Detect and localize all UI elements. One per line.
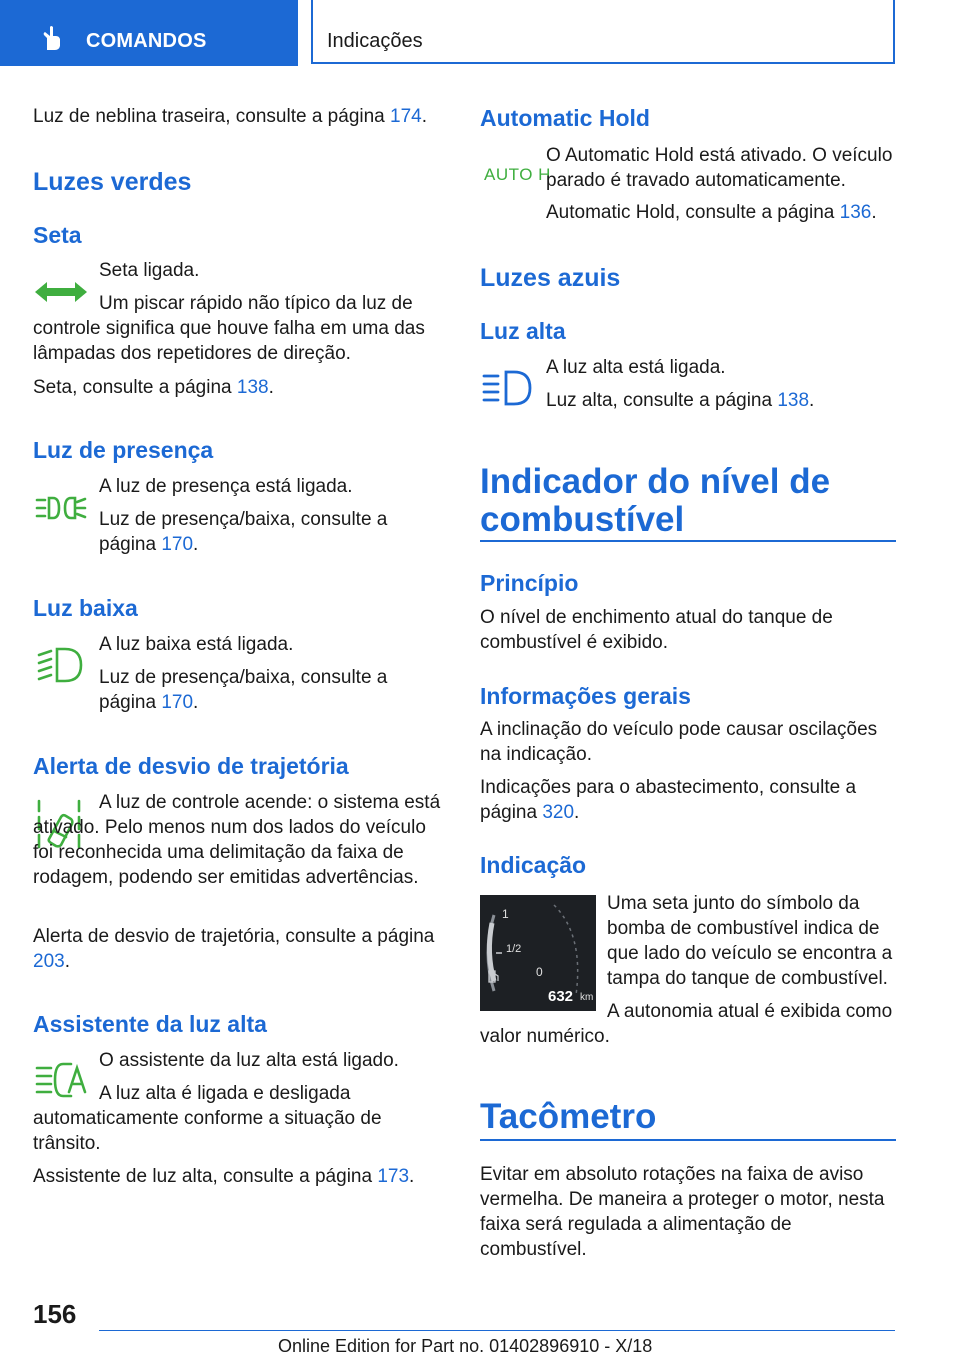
gauge-dial: [480, 895, 596, 1011]
page-link[interactable]: 170: [161, 692, 194, 713]
page-link[interactable]: 136: [839, 202, 872, 223]
gauge-half-label: 1/2: [506, 943, 522, 955]
alta-ref: Luz alta, consulte a página 138.: [546, 390, 815, 411]
green-lights-heading: Luzes verdes: [33, 168, 192, 196]
presenca-line1: A luz de presença está ligada.: [99, 476, 353, 497]
range-unit: km: [580, 992, 594, 1003]
page-link[interactable]: 138: [777, 390, 810, 411]
tachometer-text: Evitar em absoluto rotações na faixa de aviso vermelha. De maneira a proteger o motor, nesta faixa será regulada a alimentação de combustível.: [480, 1164, 885, 1260]
page-link[interactable]: 320: [542, 802, 575, 823]
page-link[interactable]: 138: [236, 377, 269, 398]
seta-ref: Seta, consulte a página 138.: [33, 377, 274, 398]
assist-heading: Assistente da luz alta: [33, 1011, 267, 1037]
assist-line2: A luz alta é ligada e desligada automaticamente conforme a situação de trânsito.: [33, 1083, 382, 1154]
hand-pointer-icon: [38, 24, 68, 54]
principio-text: O nível de enchimento atual do tanque de combustível é exibido.: [480, 607, 833, 653]
page-link[interactable]: 174: [390, 106, 422, 127]
assist-ref: Assistente de luz alta, consulte a página 173.: [33, 1166, 415, 1187]
page-number: 156: [33, 1299, 77, 1329]
assist-line1: O assistente da luz alta está ligado.: [99, 1050, 399, 1071]
gerais-text2: Indicações para o abastecimento, consulte a página 320.: [480, 777, 857, 823]
desvio-heading: Alerta de desvio de trajetória: [33, 753, 349, 779]
baixa-heading: Luz baixa: [33, 595, 138, 621]
indicacao-text1: Uma seta junto do símbolo da bomba de combustível indica de que lado do veículo se encontra a tampa do tanque de combustível.: [607, 893, 893, 989]
fuel-level-heading: Indicador do nível de combustível: [480, 462, 831, 539]
heading-rule: [480, 540, 896, 542]
heading-rule: [480, 1139, 896, 1141]
autohold-line1: O Automatic Hold está ativado. O veículo parado é travado automaticamente.: [546, 145, 893, 191]
edition-note: Online Edition for Part no. 01402896910 - X/18: [278, 1336, 653, 1356]
desvio-ref: Alerta de desvio de trajetória, consulte a página 203.: [33, 926, 435, 972]
presenca-ref: Luz de presença/baixa, consulte a página 170.: [99, 509, 388, 555]
gauge-empty-label: 0: [536, 965, 543, 979]
principio-heading: Princípio: [480, 570, 579, 596]
seta-line1: Seta ligada.: [99, 260, 200, 281]
indicacao-text2: A autonomia atual é exibida como valor numérico.: [480, 1001, 893, 1047]
baixa-ref: Luz de presença/baixa, consulte a página 170.: [99, 667, 388, 713]
gerais-heading: Informações gerais: [480, 683, 691, 709]
seta-line2: Um piscar rápido não típico da luz de controle significa que houve falha em uma das lâmpadas dos repetidores de direção.: [33, 293, 425, 364]
fuel-gauge-image: [480, 895, 596, 1011]
presenca-heading: Luz de presença: [33, 437, 214, 463]
intro-paragraph: Luz de neblina traseira, consulte a página 174.: [33, 106, 428, 127]
alta-heading: Luz alta: [480, 318, 566, 344]
section-title: COMANDOS: [86, 30, 207, 52]
tachometer-heading: Tacômetro: [480, 1097, 657, 1136]
footer-rule: [99, 1330, 895, 1331]
seta-heading: Seta: [33, 222, 82, 248]
autohold-heading: Automatic Hold: [480, 105, 650, 131]
auto-hold-icon: AUTO H: [484, 165, 551, 184]
alta-line1: A luz alta está ligada.: [546, 357, 726, 378]
topic-title: Indicações: [327, 30, 423, 52]
page-link[interactable]: 173: [377, 1166, 410, 1187]
header-section-tab: [0, 0, 298, 66]
page-link[interactable]: 170: [161, 534, 194, 555]
baixa-line1: A luz baixa está ligada.: [99, 634, 294, 655]
gerais-text1: A inclinação do veículo pode causar oscilações na indicação.: [480, 719, 878, 765]
fuel-pump-icon: [488, 969, 500, 983]
autohold-ref: Automatic Hold, consulte a página 136.: [546, 202, 877, 223]
page-link[interactable]: 203: [33, 951, 65, 972]
range-value: 632: [548, 988, 574, 1005]
blue-lights-heading: Luzes azuis: [480, 264, 621, 292]
gauge-full-label: 1: [502, 907, 509, 921]
indicacao-heading: Indicação: [480, 852, 587, 878]
desvio-line1: A luz de controle acende: o sistema está ativado. Pelo menos num dos lados do veículo foi reconhecida uma delimitação da faixa de rodagem, podendo ser emitidas advertências.: [33, 792, 441, 888]
header-topic-box: [311, 0, 895, 64]
